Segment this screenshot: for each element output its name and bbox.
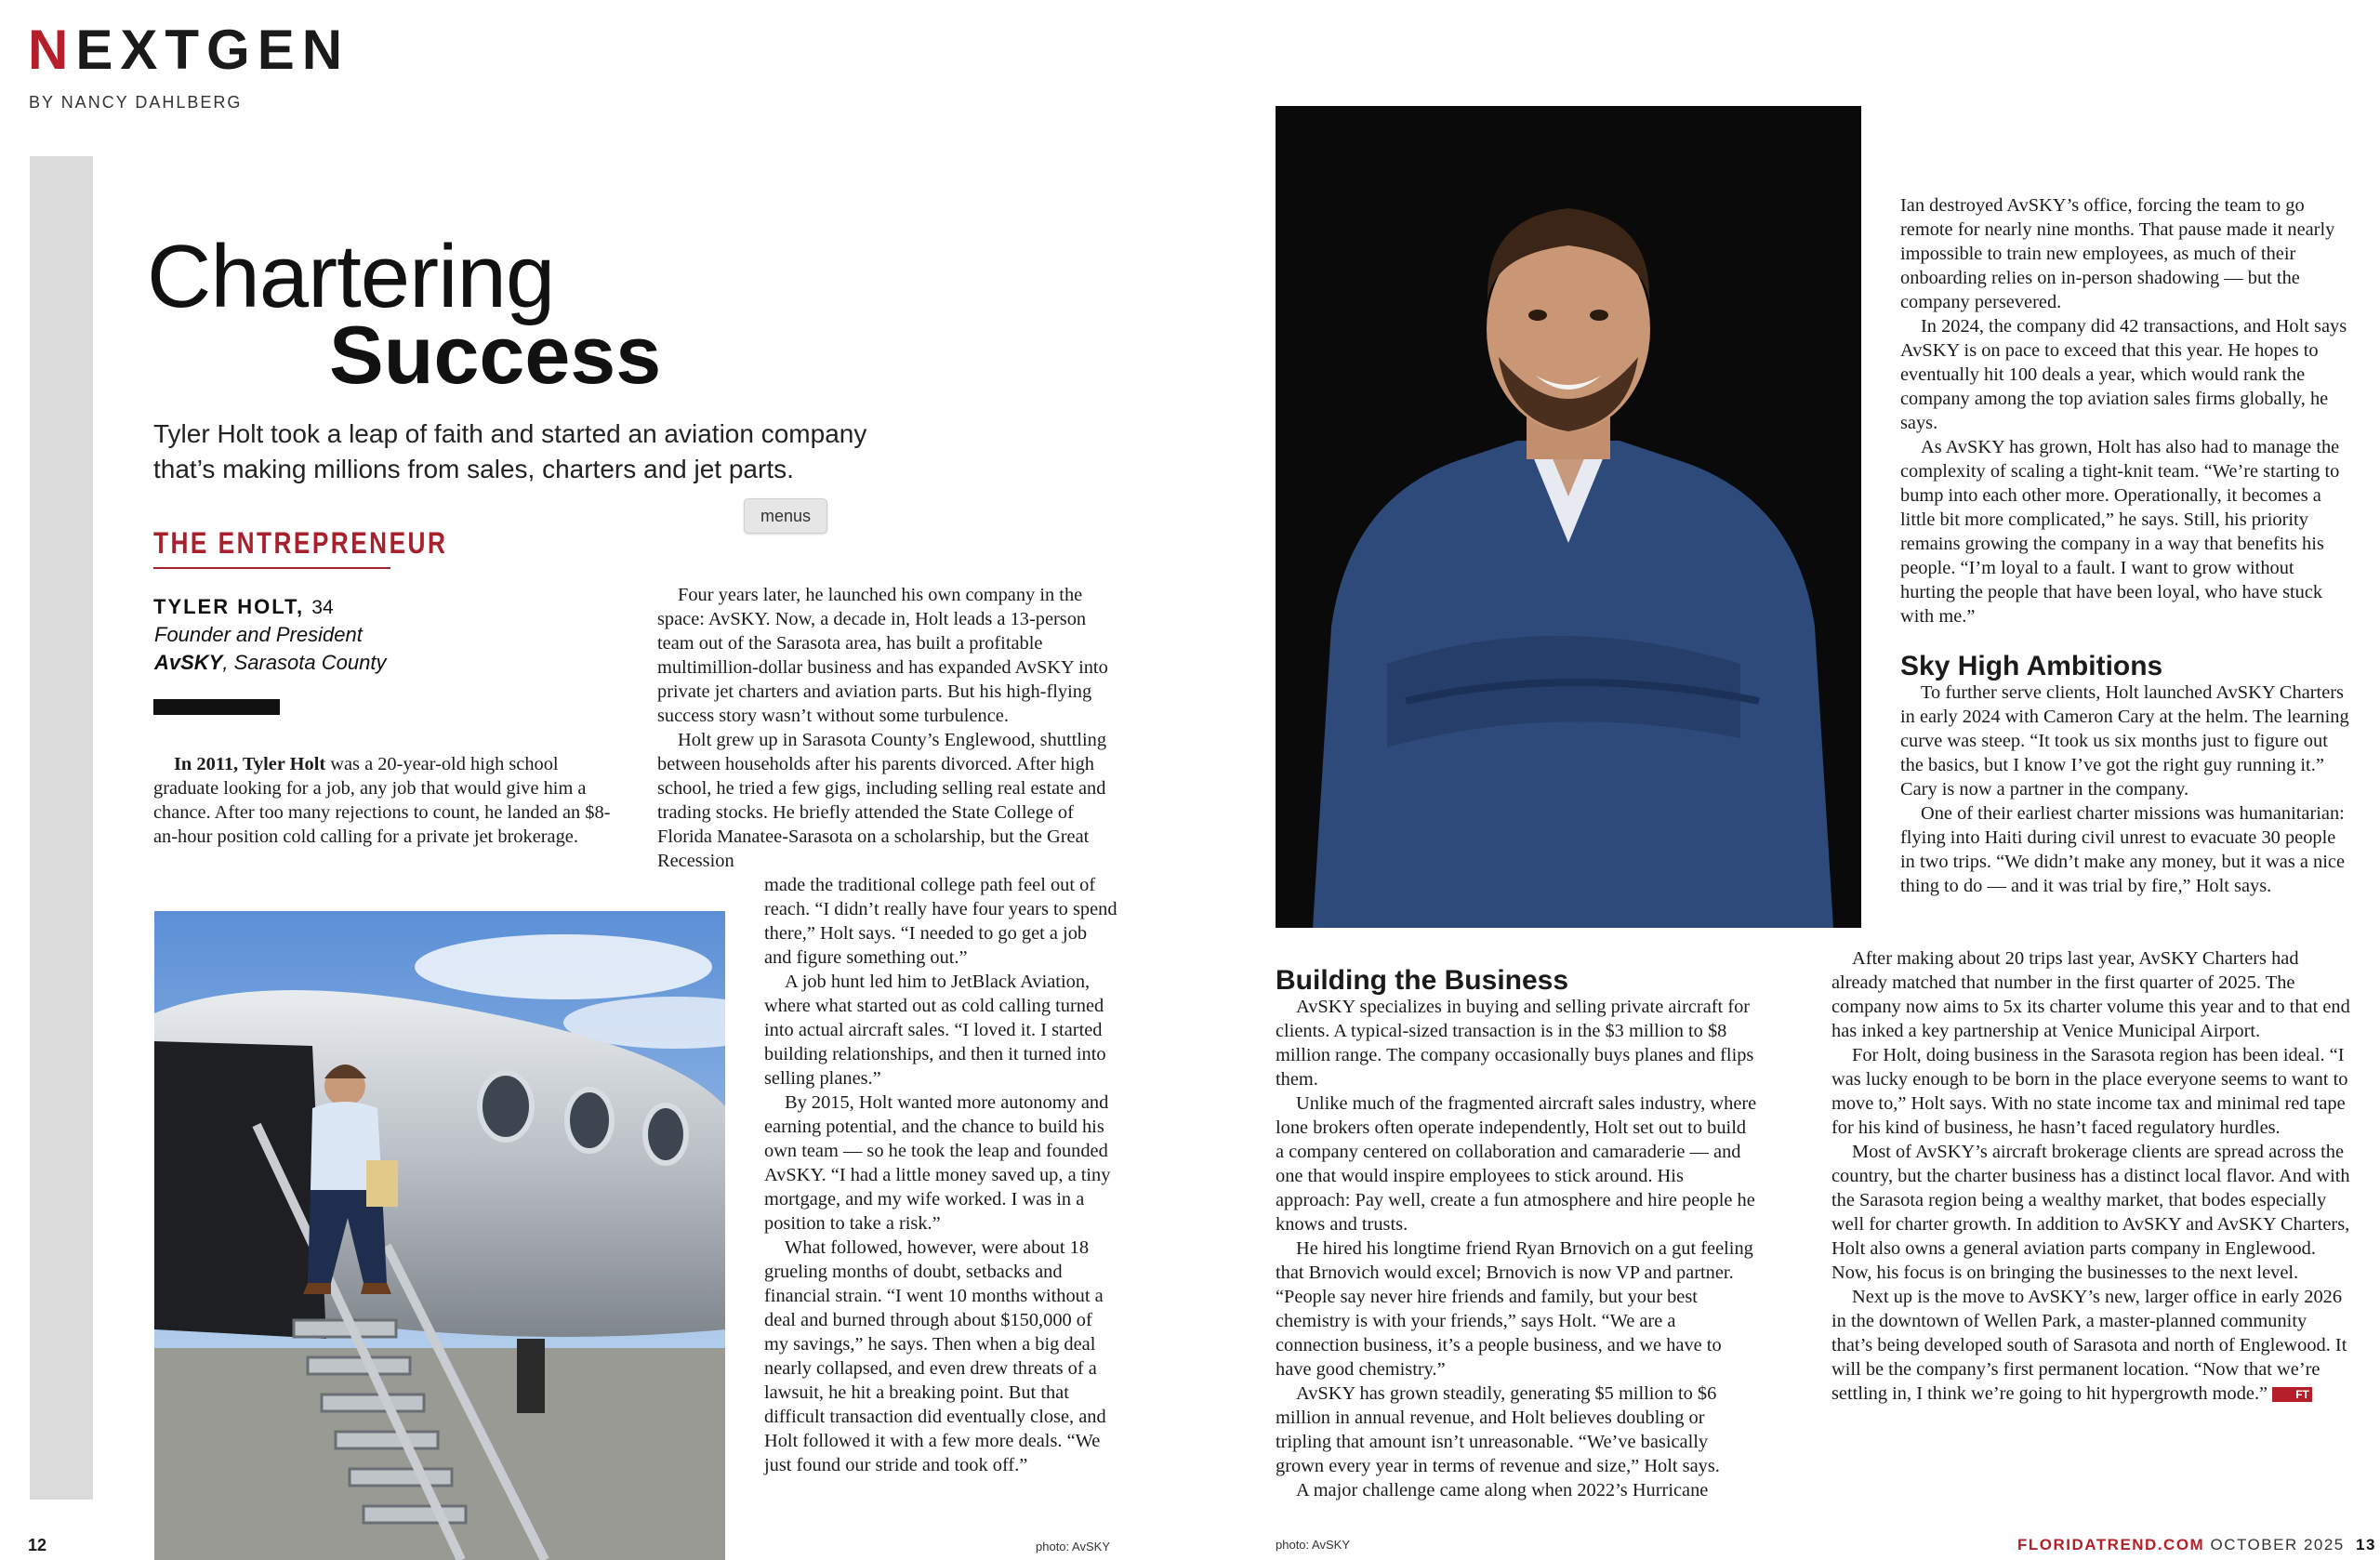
profile-role: Founder and President bbox=[154, 623, 363, 646]
headline-line-1: Chartering bbox=[147, 227, 555, 326]
profile-age: 34 bbox=[311, 597, 334, 618]
paragraph: A job hunt led him to JetBlack Aviation, where what started out as cold calling turned into actual aircraft sales. “I loved it. I started building relationships, and then it turned into selling planes.” bbox=[764, 972, 1106, 1089]
paragraph: One of their earliest charter missions was humanitarian: flying into Haiti during civil unrest to evacuate 30 people in two trips. “We didn’t make any money, but it was a nice thing to do — and it was trial by fire,” Holt says. bbox=[1900, 803, 2345, 896]
photo-credit-right: photo: AvSKY bbox=[1276, 1538, 1350, 1552]
section-tag: THE ENTREPRENEUR bbox=[153, 526, 448, 560]
section-tag-rule bbox=[153, 567, 390, 569]
headline-line-2: Success bbox=[329, 309, 662, 401]
profile-company: AvSKY, Sarasota County bbox=[154, 651, 387, 674]
paragraph: made the traditional college path feel out of reach. “I didn’t really have four years to spend there,” Holt says. “I needed to go get a job and figure something out.” bbox=[764, 875, 1117, 968]
paragraph: What followed, however, were about 18 grueling months of doubt, setbacks and financial strain. “I went 10 months without a deal and burned through about $150,000 of my savings,” he says. Then when a big deal nearly collapsed, and even drew threats of a lawsuit, he hit a breaking point. But that difficult transaction did eventually close, and Holt followed it with a few more deals. “We just found our stride and took off.” bbox=[764, 1237, 1106, 1475]
paragraph: He hired his longtime friend Ryan Brnovich on a gut feeling that Brnovich would excel; Brnovich is now VP and partner. “People say never hire friends and family, but your best chemistry is with your friends,” says Holt. “We are a connection business, it’s a people business, and we have to have good chemistry.” bbox=[1276, 1238, 1753, 1380]
paragraph: AvSKY has grown steadily, generating $5 million to $6 million in annual revenue, and Holt believes doubling or tripling that amount isn’t unreasonable. “We’ve basically grown every year in terms of revenue and size,” Holt says. bbox=[1276, 1383, 1720, 1476]
footer-site: FLORIDATREND.COM bbox=[2017, 1536, 2205, 1553]
body-column-2-bottom bbox=[764, 873, 1118, 1477]
paragraph: By 2015, Holt wanted more autonomy and earning potential, and the chance to build his own team — so he took the leap and founded AvSKY. “I had a little money saved up, a tiny mortgage, and my wife worked. I was in a position to take a risk.” bbox=[764, 1092, 1111, 1234]
photo-tyler-holt-portrait bbox=[1276, 106, 1861, 928]
intro-paragraph: In 2011, Tyler Holt was a 20-year-old high school graduate looking for a job, any job that would give him a chance. After too many rejections to count, he landed an $8-an-hour position cold calling for a private jet brokerage. bbox=[153, 754, 611, 847]
paragraph: A major challenge came along when 2022’s Hurricane bbox=[1296, 1480, 1709, 1501]
footer-issue: OCTOBER 2025 bbox=[2210, 1536, 2345, 1553]
paragraph: Next up is the move to AvSKY’s new, larger office in early 2026 in the downtown of Wellen Park, a master-planned community that’s being developed south of Sarasota and north of Englewood. It will be the company’s first permanent location. “Now that we’re settling in, I think we’re going to hit hypergrowth mode.” FT bbox=[1831, 1287, 2347, 1404]
paragraph: For Holt, doing business in the Sarasota region has been ideal. “I was lucky enough to be born in the place everyone seems to want to move to,” Holt says. With no state income tax and minimal red tape for his kind of business, he hasn’t faced regulatory hurdles. bbox=[1831, 1045, 2348, 1138]
left-decorative-bar bbox=[30, 156, 93, 1500]
paragraph: Unlike much of the fragmented aircraft sales industry, where lone brokers often operate independently, Holt set out to build a company centered on collaboration and camaraderie — and one that would inspire employees to stick around. His approach: Pay well, create a fun atmosphere and hire people he knows and trusts. bbox=[1276, 1093, 1757, 1235]
byline: BY NANCY DAHLBERG bbox=[29, 93, 243, 112]
profile-name: TYLER HOLT, 34 bbox=[153, 595, 334, 618]
end-mark-icon: FT bbox=[2272, 1387, 2312, 1402]
photo-holt-on-jet-stairs bbox=[154, 911, 725, 1560]
menus-button[interactable]: menus bbox=[744, 498, 827, 534]
subhead-sky-high-ambitions: Sky High Ambitions bbox=[1900, 651, 2163, 681]
paragraph: Ian destroyed AvSKY’s office, forcing the team to go remote for nearly nine months. That pause made it nearly impossible to train new employees, as much of their onboarding relies on in-person shadowing — but the company persevered. bbox=[1900, 195, 2335, 312]
photo-credit-left: photo: AvSKY bbox=[1036, 1540, 1110, 1553]
magazine-section-brand: NEXTGEN bbox=[28, 19, 350, 81]
deck-subheadline: Tyler Holt took a leap of faith and started an aviation company that’s making millions from sales, charters and jet parts. bbox=[153, 419, 867, 483]
paragraph: As AvSKY has grown, Holt has also had to manage the complexity of scaling a tight-knit team. “We’re starting to bump into each other more. Operationally, it becomes a little bit more complicated,” he says. Still, his priority remains growing the company in a way that benefits his people. “I’m loyal to a fault. I want to grow without hurting the people that have been loyal, who have stuck with me.” bbox=[1900, 437, 2340, 627]
paragraph: In 2024, the company did 42 transactions, and Holt says AvSKY is on pace to exceed that this year. He hopes to eventually hit 100 deals a year, which would rank the company among the top aviation sales firms globally, he says. bbox=[1900, 316, 2347, 433]
profile-accent-bar bbox=[153, 699, 280, 715]
body-column-2-top bbox=[657, 583, 1118, 873]
page-number-right: 13 bbox=[2356, 1536, 2376, 1553]
paragraph: Holt grew up in Sarasota County’s Englewood, shuttling between households after his parents divorced. After high school, he tried a few gigs, including selling real estate and trading stocks. He briefly attended the State College of Florida Manatee-Sarasota on a scholarship, but the Great Recession bbox=[657, 730, 1107, 871]
footer-right bbox=[2017, 1536, 2376, 1554]
paragraph: AvSKY specializes in buying and selling private aircraft for clients. A typical-sized transaction is in the $3 million to $8 million range. The company occasionally buys planes and flips them. bbox=[1276, 997, 1754, 1090]
body-column-4-top bbox=[1900, 193, 2351, 628]
paragraph: Four years later, he launched his own company in the space: AvSKY. Now, a decade in, Holt leads a 13-person team out of the Sarasota area, has built a profitable multimillion-dollar business and has expanded AvSKY into private jet charters and aviation parts. But his high-flying success story wasn’t without some turbulence. bbox=[657, 585, 1108, 726]
body-column-4-bottom bbox=[1831, 946, 2351, 1406]
body-column-4-middle bbox=[1900, 681, 2351, 898]
page-number-left: 12 bbox=[28, 1536, 47, 1554]
paragraph: After making about 20 trips last year, AvSKY Charters had already matched that number in the first quarter of 2025. The company now aims to 5x its charter volume this year and to that end has inked a key partnership at Venice Municipal Airport. bbox=[1831, 948, 2350, 1041]
paragraph: To further serve clients, Holt launched AvSKY Charters in early 2024 with Cameron Cary at the helm. The learning curve was steep. “It took us six months just to figure out the basics, but I know I’ve got the right guy running it.” Cary is now a partner in the company. bbox=[1900, 682, 2349, 800]
paragraph: Most of AvSKY’s aircraft brokerage clients are spread across the country, but the charter business has a distinct local flavor. And with the Sarasota region being a wealthy market, that bodes especially well for charter growth. In addition to AvSKY and AvSKY Charters, Holt also owns a general aviation parts company in Englewood. Now, his focus is on bringing the businesses to the next level. bbox=[1831, 1142, 2350, 1283]
body-column-3 bbox=[1276, 995, 1757, 1502]
subhead-building-the-business: Building the Business bbox=[1276, 965, 1569, 996]
